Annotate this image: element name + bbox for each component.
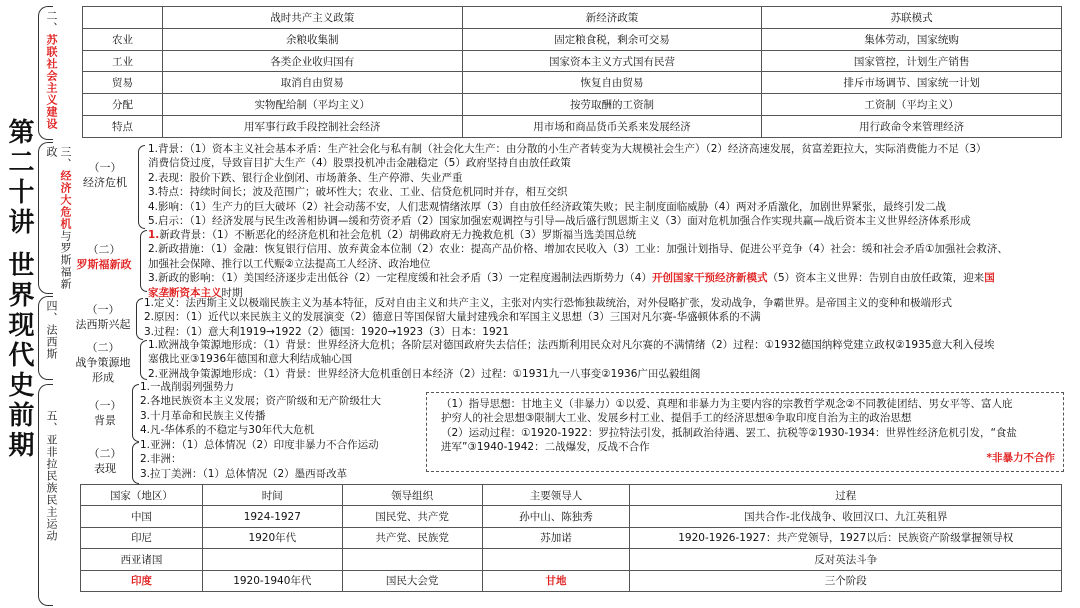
table-cell: 贸易	[83, 72, 163, 94]
liberation-background-line: 2.各地民族资本主义发展；资产阶级和无产阶级壮大	[140, 395, 382, 408]
soviet-policy-table	[82, 6, 1062, 138]
table-cell: 用行政命令来管理经济	[762, 116, 1062, 138]
table-header-cell: 领导组织	[342, 485, 482, 506]
table-cell-highlight: 印度	[81, 570, 203, 591]
liberation-performance-line: 3.拉丁美洲：（1）总体情况（2）墨西哥改革	[140, 467, 348, 480]
gandhi-note-line: 护穷人的社会思想③限制大工业、发展乡村工业、提倡手工的经济思想④争取印度自治为主的政治思想	[441, 412, 912, 425]
liberation-background-line: 1.一战削弱列强势力	[140, 381, 235, 393]
crisis-line: 消费信贷过度，导致盲目扩大生产（4）股票投机冲击金融稳定（5）政府坚持自由放任政策	[148, 157, 571, 170]
table-header-cell: 国家（地区）	[81, 485, 203, 506]
main-title: 第二十讲 世界现代史前期	[4, 118, 34, 462]
liberation-background-label-number: （一）	[88, 399, 122, 412]
table-cell: 恢复自由贸易	[462, 72, 762, 94]
new-deal-line-4-b: （5）资本主义世界：告别自由放任政策，迎来	[767, 272, 985, 285]
liberation-background-brace	[132, 384, 139, 442]
crisis-line: 3.特点：持续时间长；波及范围广；破坏性大；农业、工业、信贷危机同时并存，相互交织	[148, 186, 568, 199]
new-deal-line-1-number: 1.	[148, 229, 160, 241]
crisis-content	[148, 142, 987, 228]
liberation-background-content	[140, 380, 381, 438]
table-cell: 排斥市场调节、国家统一计划	[762, 72, 1062, 94]
table-cell: 工业	[83, 50, 163, 72]
section-4-title: 法西斯	[45, 324, 58, 360]
table-cell: 1920年代	[202, 527, 342, 548]
war-source-line: 1.欧洲战争策源地形成：（1）背景：世界经济大危机；各阶层对德国政府失去信任；法西斯利用民众对凡尔赛的不满情绪（2）过程：①1932德国纳粹党建立政权②1935意大利入侵埃	[148, 339, 995, 351]
nations-table	[80, 484, 1062, 592]
liberation-performance-line: 2.非洲：	[140, 453, 182, 466]
table-header-row	[81, 485, 1062, 506]
new-deal-line-1	[148, 228, 1008, 242]
table-row	[83, 72, 1062, 94]
table-header-cell: 主要领导人	[482, 485, 630, 506]
section-5-label	[44, 410, 58, 600]
gandhi-note-line: （1）指导思想：甘地主义（非暴力）①以爱、真理和非暴力为主要内容的宗教哲学观念②不同教徒团结、男女平等、富人庇	[441, 398, 1013, 410]
table-cell: 实物配给制（平均主义）	[162, 94, 462, 116]
table-header-cell: 时间	[202, 485, 342, 506]
table-row	[83, 94, 1062, 116]
new-deal-brace	[140, 230, 147, 292]
section-2-label	[44, 10, 58, 138]
table-cell: 三个阶段	[630, 570, 1062, 591]
section-4-label	[44, 300, 58, 380]
table-cell: 中国	[81, 506, 203, 527]
gandhi-note-line: 进军”③1940-1942：二战爆发，反战不合作	[441, 441, 650, 454]
war-source-label-text-2: 形成	[92, 371, 114, 384]
table-cell	[342, 549, 482, 570]
table-row	[83, 28, 1062, 50]
war-source-label-number: （二）	[86, 341, 120, 354]
new-deal-line-4-a: 3.新政的影响：（1）美国经济逐步走出低谷（2）一定程度缓和社会矛盾（3）一定程度遏制法西斯势力（4）	[148, 272, 652, 285]
table-cell: 余粮收集制	[162, 28, 462, 50]
new-deal-line-2: 2.新政措施：（1）金融：恢复银行信用、放弃黄金本位制（2）农业：提高产品价格、增加农民收入（3）工业：加强计划指导、促进公平竞争（4）社会：缓和社会矛盾①加强社会救济、	[148, 243, 1008, 256]
table-cell: 国民大会党	[342, 570, 482, 591]
liberation-performance-label-text: 表现	[94, 462, 116, 475]
table-cell: 特点	[83, 116, 163, 138]
table-cell: 印尼	[81, 527, 203, 548]
table-row	[81, 570, 1062, 591]
table-cell: 固定粮食税，剩余可交易	[462, 28, 762, 50]
table-cell	[482, 549, 630, 570]
table-cell: 分配	[83, 94, 163, 116]
crisis-line: 5.启示：（1）经济发展与民生改善相协调—缓和劳资矛盾（2）国家加强宏观调控与引导—战后盛行凯恩斯主义（3）面对危机加强合作实现共赢—战后资本主义世界经济体系形成	[148, 215, 971, 228]
new-deal-label	[68, 242, 140, 272]
liberation-performance-brace	[132, 442, 139, 484]
table-cell: 西亚诸国	[81, 549, 203, 570]
section-3-title-red: 经济大危机	[59, 170, 72, 230]
table-header-cell	[83, 7, 163, 29]
crisis-line: 1.背景：（1）资本主义社会基本矛盾：生产社会化与私有制（社会化大生产：由分散的小生产者转变为大规模社会生产）（2）经济高速发展，贫富差距拉大，实际消费能力不足（3）	[148, 143, 987, 155]
crisis-label-text: 经济危机	[83, 176, 127, 189]
new-deal-line-4	[148, 271, 1008, 285]
gandhi-note-tag: *非暴力不合作	[986, 451, 1055, 464]
liberation-background-label-text: 背景	[94, 414, 116, 427]
table-cell: 1920-1940年代	[202, 570, 342, 591]
new-deal-label-number: （二）	[87, 243, 121, 256]
new-deal-line-5-rest: 时期	[221, 286, 243, 299]
table-cell: 用军事行政手段控制社会经济	[162, 116, 462, 138]
fascism-rise-brace	[136, 298, 143, 340]
new-deal-line-5-highlight: 家垄断资本主义	[148, 286, 222, 299]
fascism-rise-label-number: （一）	[86, 303, 120, 316]
section-4-number: 四、	[45, 300, 58, 324]
table-cell: 农业	[83, 28, 163, 50]
table-cell: 孙中山、陈独秀	[482, 506, 630, 527]
table-cell: 国家资本主义方式国有民营	[462, 50, 762, 72]
table-row	[83, 50, 1062, 72]
liberation-performance-content	[140, 438, 379, 481]
liberation-performance-label-number: （二）	[88, 447, 122, 460]
crisis-brace	[138, 145, 145, 229]
section-3-title-rest: 与罗斯福新政	[45, 146, 72, 290]
section-5-title: 亚非拉民族民主运动	[45, 434, 58, 542]
fascism-rise-label-text: 法西斯兴起	[75, 318, 131, 331]
table-cell: 共产党、民族党	[342, 527, 482, 548]
liberation-background-line: 3.十月革命和民族主义传播	[140, 409, 266, 422]
new-deal-line-1-text: 新政背景：（1）不断恶化的经济危机和社会危机（2）胡佛政府无力挽救危机（3）罗斯福当选美国总统	[159, 229, 637, 241]
table-cell: 集体劳动，国家统购	[762, 28, 1062, 50]
new-deal-line-4-highlight: 开创国家干预经济新模式	[652, 272, 768, 285]
new-deal-line-3: 加强社会保障、推行以工代赈②立法提高工人经济、政治地位	[148, 257, 431, 270]
new-deal-content	[148, 228, 1008, 300]
table-cell: 取消自由贸易	[162, 72, 462, 94]
fascism-rise-content	[144, 296, 952, 339]
table-cell: 1920-1926-1927：共产党领导，1927以后：民族资产阶级掌握领导权	[630, 527, 1062, 548]
gandhi-note-line: （2）运动过程：①1920-1922：罗拉特法引发，抵制政治待遇、罢工、抗税等②1930-1934：世界性经济危机引发，“食盐	[441, 426, 1017, 439]
table-row	[81, 549, 1062, 570]
table-header-row	[83, 7, 1062, 29]
table-cell: 国家管控，计划生产销售	[762, 50, 1062, 72]
section-2-title: 苏联社会主义建设	[45, 34, 58, 130]
war-source-line: 2.亚洲战争策源地形成：（1）背景：世界经济大危机重创日本经济（2）过程：①1931九一八事变②1936广田弘毅组阁	[148, 367, 701, 380]
war-source-line: 塞俄比亚③1936年德国和意大利结成轴心国	[148, 353, 353, 366]
war-source-content	[148, 338, 994, 381]
fascism-rise-line: 1.定义：法西斯主义以极端民族主义为基本特征，反对自由主义和共产主义，主张对内实行恐怖独裁统治，对外侵略扩张，发动战争，争霸世界。是帝国主义的变种和极端形式	[144, 297, 953, 309]
war-source-label-text-1: 战争策源地	[75, 356, 131, 369]
war-source-brace	[140, 340, 147, 380]
war-source-label	[66, 340, 140, 385]
table-cell: 苏加诺	[482, 527, 630, 548]
liberation-background-line: 4.凡-华体系的不稳定与30年代大危机	[140, 424, 315, 437]
table-row	[83, 116, 1062, 138]
crisis-line: 4.影响：（1）生产力的巨大破坏（2）社会动荡不安，人们悲观情绪浓厚（3）自由放任经济政策失败；民主制度面临威胁（4）两对矛盾激化，加剧世界紧张，最终引发二战	[148, 200, 946, 213]
liberation-background-label	[82, 398, 128, 428]
table-cell: 各类企业收归国有	[162, 50, 462, 72]
section-5-number: 五、	[45, 410, 58, 434]
table-cell-highlight: 甘地	[482, 570, 630, 591]
section-2-number: 二、	[45, 10, 58, 34]
liberation-performance-line: 1.亚洲：（1）总体情况（2）印度非暴力不合作运动	[140, 439, 379, 451]
fascism-rise-label	[70, 302, 136, 332]
table-cell: 工资制（平均主义）	[762, 94, 1062, 116]
fascism-rise-line: 3.过程：（1）意大利1919→1922（2）德国：1920→1923（3）日本：1921	[144, 325, 510, 338]
section-3-label	[44, 146, 72, 296]
section-3-number: 三、	[59, 146, 72, 170]
table-header-cell: 过程	[630, 485, 1062, 506]
liberation-performance-label	[82, 446, 128, 476]
crisis-line: 2.表现：股价下跌、银行企业倒闭、市场萧条、生产停滞、失业严重	[148, 171, 463, 184]
table-header-cell: 战时共产主义政策	[162, 7, 462, 29]
table-cell: 国民党、共产党	[342, 506, 482, 527]
table-row	[81, 527, 1062, 548]
table-cell: 用市场和商品货币关系来发展经济	[462, 116, 762, 138]
table-header-cell: 苏联模式	[762, 7, 1062, 29]
table-cell: 反对英法斗争	[630, 549, 1062, 570]
crisis-label-number: （一）	[88, 161, 122, 174]
fascism-rise-line: 2.原因：（1）近代以来民族主义的发展演变（2）德意日等国保留大量封建残余和军国主义思想（3）三国对凡尔赛-华盛顿体系的不满	[144, 311, 761, 324]
table-cell	[202, 549, 342, 570]
new-deal-line-4-highlight-2: 国	[984, 272, 995, 285]
crisis-label	[72, 160, 138, 190]
table-header-cell: 新经济政策	[462, 7, 762, 29]
gandhi-note-content	[441, 397, 1017, 455]
table-cell: 1924-1927	[202, 506, 342, 527]
gandhi-note-box	[426, 392, 1064, 472]
table-cell: 按劳取酬的工资制	[462, 94, 762, 116]
table-cell: 国共合作-北伐战争、收回汉口、九江英租界	[630, 506, 1062, 527]
table-row	[81, 506, 1062, 527]
new-deal-label-text: 罗斯福新政	[76, 258, 132, 271]
